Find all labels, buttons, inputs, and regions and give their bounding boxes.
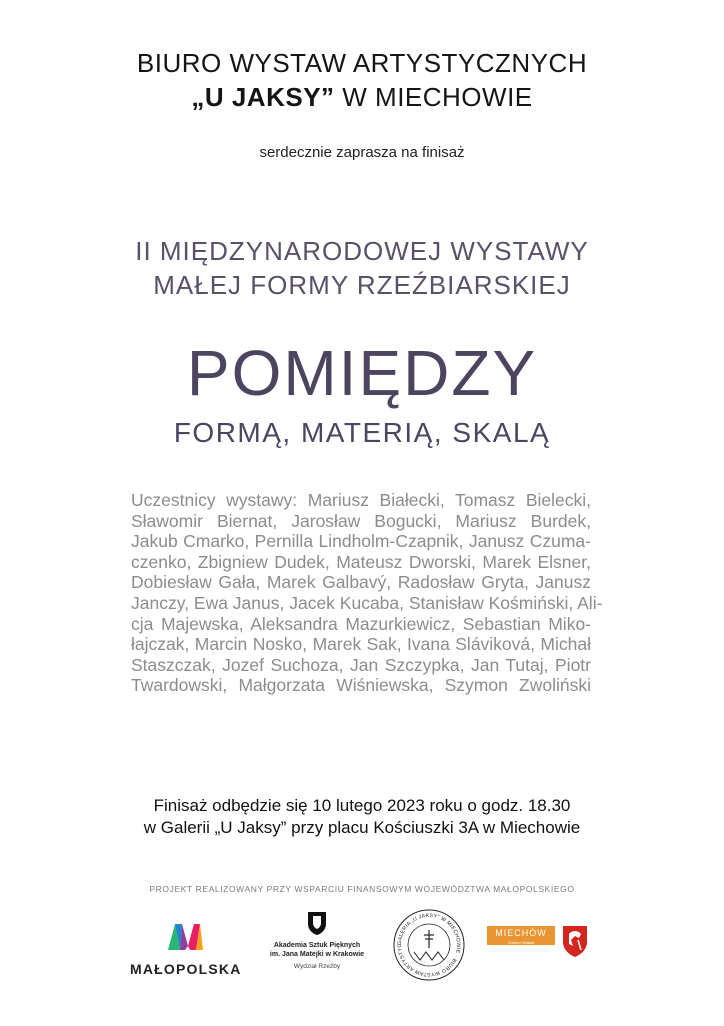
finisage-date: Finisaż odbędzie się 10 lutego 2023 roku o godz. 18.30 xyxy=(153,796,571,815)
asp-line3: Wydział Rzeźby xyxy=(293,963,341,970)
logos-row xyxy=(0,908,724,978)
exhibition-line2: MAŁEJ FORMY RZEŹBIARSKIEJ xyxy=(153,270,571,300)
participants-line: Dobiesław Gała, Marek Galbavý, Radosław Gryta, Janusz xyxy=(131,572,591,593)
participants-line: Sławomir Biernat, Jarosław Bogucki, Mariusz Burdek, xyxy=(131,510,591,531)
finisage-info xyxy=(0,795,724,839)
main-title: POMIĘDZY xyxy=(186,337,538,409)
participants-list xyxy=(131,490,603,696)
participants-line: cja Majewska, Aleksandra Mazurkiewicz, Sebastian Miko- xyxy=(131,613,591,634)
organizer-line2 xyxy=(0,80,724,114)
svg-text:GALERIA „U JAKSY” W MIECHOWIE xyxy=(392,908,461,977)
participants-line: Twardowski, Małgorzata Wiśniewska, Szymon Zwoliński xyxy=(131,675,591,696)
finisage-venue: w Galerii „U Jaksy” przy placu Kościuszki 3A w Miechowie xyxy=(143,818,581,837)
miechow-crest-icon xyxy=(561,924,589,958)
asp-crest-icon xyxy=(306,910,328,936)
galeria-stamp-logo xyxy=(392,908,466,982)
galeria-ring-text: GALERIA „U JAKSY” W MIECHOWIE · BIURO WYSTAW ARTYSTYC xyxy=(396,912,462,978)
participants-line: czenko, Zbigniew Dudek, Mateusz Dworski, Marek Elsner, xyxy=(131,551,591,572)
invite-text: serdecznie zaprasza na finisaż xyxy=(259,144,465,161)
organizer-location: W MIECHOWIE xyxy=(334,82,533,112)
asp-line1: Akademia Sztuk Pięknych xyxy=(273,942,361,949)
galeria-stamp-icon xyxy=(392,908,466,982)
exhibition-line1: II MIĘDZYNARODOWEJ WYSTAWY xyxy=(135,236,589,266)
exhibition-heading xyxy=(0,234,724,302)
participants-line: Jakub Cmarko, Pernilla Lindholm-Czapnik, Janusz Czuma- xyxy=(131,531,591,552)
participants-line: Staszczak, Jozef Suchoza, Jan Szczypka, Jan Tutaj, Piotr xyxy=(131,654,591,675)
participants-line: Uczestnicy wystawy: Mariusz Białecki, Tomasz Bielecki, xyxy=(131,490,591,510)
gallery-name: „U JAKSY” xyxy=(191,82,335,112)
participants-line: łajczak, Marcin Nosko, Marek Sak, Ivana Sláviková, Michał xyxy=(131,634,591,655)
asp-line2: im. Jana Matejki w Krakowie xyxy=(269,951,365,958)
miechow-label: MIECHÓW xyxy=(487,926,555,940)
participants-line: Janczy, Ewa Janus, Jacek Kucaba, Stanisław Kośmiński, Ali- xyxy=(131,592,603,613)
malopolska-mark-icon xyxy=(130,916,240,954)
miechow-sublabel: Gmina i Miasto xyxy=(487,940,555,945)
support-note: PROJEKT REALIZOWANY PRZY WSPARCIU FINANSOWYM WOJEWÓDZTWA MAŁOPOLSKIEGO xyxy=(149,884,575,894)
main-subtitle: FORMĄ, MATERIĄ, SKALĄ xyxy=(173,417,551,448)
asp-logo xyxy=(262,910,372,970)
organizer-heading xyxy=(0,46,724,114)
malopolska-label: MAŁOPOLSKA xyxy=(130,961,242,977)
malopolska-logo xyxy=(130,916,240,977)
organizer-line1: BIURO WYSTAW ARTYSTYCZNYCH xyxy=(136,48,588,78)
